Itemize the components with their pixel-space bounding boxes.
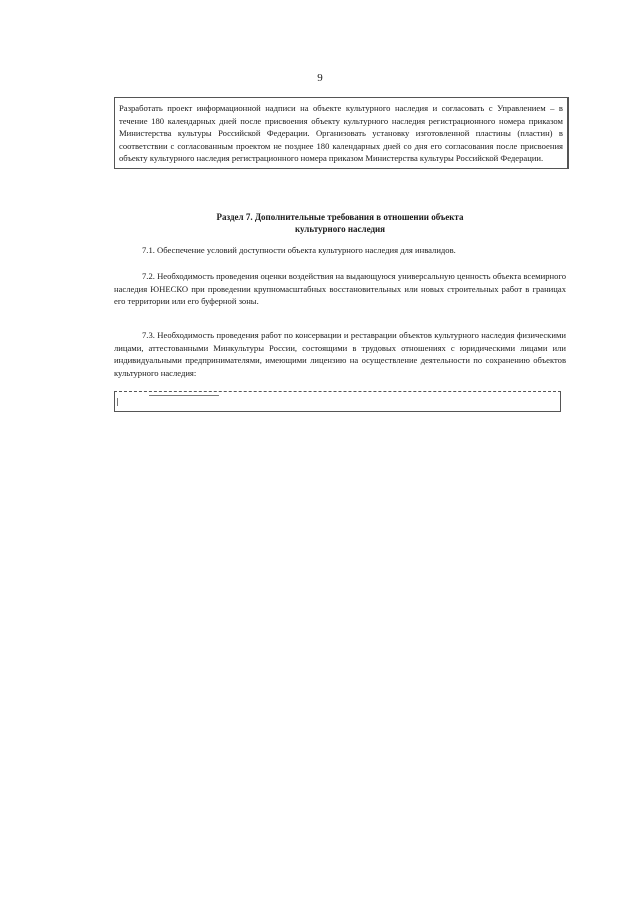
box-left-mark	[117, 398, 118, 406]
paragraph-7-2: 7.2. Необходимость проведения оценки воздействия на выдающуюся универсальную ценность объекта всемирного наследия ЮНЕСКО при проведении крупномасштабных восстановительных или новых строительных работ в границах его территории или его буферной зоны.	[114, 271, 566, 307]
section-heading-line-1: Раздел 7. Дополнительные требования в отношении объекта	[216, 212, 464, 222]
paragraph-7-1: 7.1. Обеспечение условий доступности объекта культурного наследия для инвалидов.	[142, 245, 456, 255]
empty-bordered-box	[114, 391, 561, 412]
paragraph-7-3: 7.3. Необходимость проведения работ по консервации и реставрации объектов культурного наследия физическими лицами, аттестованными Минкультуры России, состоящими в трудовых отношениях с юридическими лицами или индивидуальными предпринимателями, имеющими лицензию на осуществление деятельности по сохранению объектов культурного наследия:	[114, 330, 566, 378]
section-7-heading	[114, 211, 566, 235]
page-number: 9	[317, 72, 323, 84]
box-top-mark	[149, 395, 219, 396]
information-plate-requirement-box	[114, 97, 569, 169]
section-heading-line-2: культурного наследия	[294, 224, 386, 234]
box-text: Разработать проект информационной надписи на объекте культурного наследия и согласовать с Управлением – в течение 180 календарных дней после присвоения объекту культурного наследия регистрационного номера приказом Министерства культуры Российской Федерации. Организовать установку изготовленной пластины (пластин) в соответствии с согласованным проектом не позднее 180 календарных дней со дня его согласования после присвоения объекту культурного наследия регистрационного номера приказом Министерства культуры Российской Федерации.	[119, 103, 563, 164]
